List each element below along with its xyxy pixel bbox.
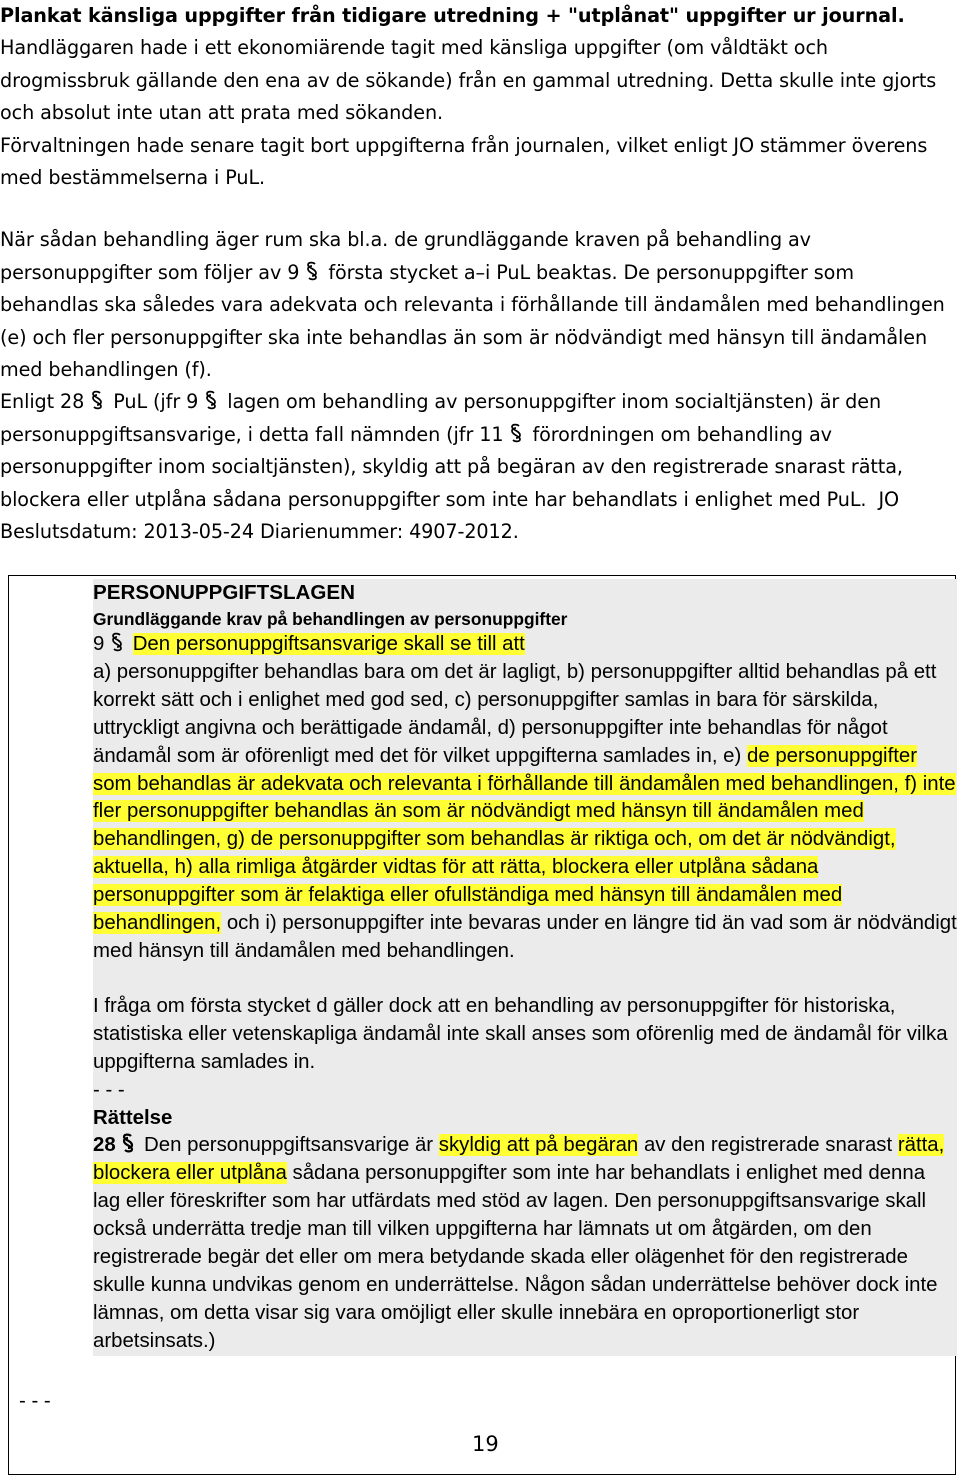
section-sign-icon bbox=[305, 257, 322, 289]
section-9-paragraph-2: I fråga om första stycket d gäller dock att en behandling av personuppgifter för historiska, statistiska eller vetenskapliga ändamål inte skall anses som oförenlig med de ändamål för vilka uppgifterna samlades in. bbox=[93, 994, 948, 1073]
section-28-body: 28 Den personuppgiftsansvarige är skyldig att på begäran av den registrerade snarast rätta, blockera eller utplåna sådana personuppgifter som inte har behandlats i enlighet med denna lag eller föreskrifter som har utfärdats med stöd av lagen. Den personuppgiftsansvarige skall också underrätta tredje man till vilken uppgifterna har lämnats ut om åtgärden, om den registrerade begär det eller om mera betydande skada eller olägenhet för den registrerade skulle kunna undvikas genom en underrättelse. Någon sådan underrättelse behöver dock inte lämnas, om detta visar sig vara omöjligt eller skulle innebära en oproportionerligt stor arbetsinsats.) bbox=[93, 1134, 945, 1352]
omission-dashes-left: - - - bbox=[19, 1390, 51, 1412]
highlighted-text: skyldig att på begäran bbox=[438, 1134, 639, 1157]
page-number: 19 bbox=[472, 1432, 499, 1456]
law-title: PERSONUPPGIFTSLAGEN bbox=[93, 581, 356, 604]
intro-text bbox=[0, 0, 958, 549]
omission-dashes: - - - bbox=[93, 1078, 125, 1101]
rattelse-heading: Rättelse bbox=[93, 1106, 173, 1129]
section-sign-icon bbox=[509, 419, 526, 451]
section-sign-icon bbox=[90, 386, 107, 418]
intro-paragraph-2: Förvaltningen hade senare tagit bort uppgifterna från journalen, vilket enligt JO stämmer överens med bestämmelserna i PuL. bbox=[0, 133, 928, 190]
law-excerpt-frame bbox=[8, 575, 956, 1475]
highlighted-text: Den personuppgiftsansvarige skall se till att bbox=[132, 633, 525, 655]
section-sign-icon bbox=[121, 1132, 138, 1160]
section-9-body: a) personuppgifter behandlas bara om det är lagligt, b) personuppgifter alltid behandlas på ett korrekt sätt och i enlighet med god sed, c) personuppgifter samlas in bara för särskilda, uttryckligt angivna och berättigade ändamål, d) personuppgifter inte behandlas för något ändamål som är oförenligt med det för vilket uppgifterna samlades in, e) de personuppgifter som behandlas är adekvata och relevanta i förhållande till ändamålen med behandlingen, f) inte fler personuppgifter behandlas än som är nödvändigt med hänsyn till ändamålen med behandlingen, g) de personuppgifter som behandlas är riktiga och, om det är nödvändigt, aktuella, h) alla rimliga åtgärder vidtas för att rätta, blockera eller utplåna sådana personuppgifter som är felaktiga eller ofullständiga med hänsyn till ändamålen med behandlingen, och i) personuppgifter inte bevaras under en längre tid än vad som är nödvändigt med hänsyn till ändamålen med behandlingen. bbox=[93, 660, 957, 962]
law-subtitle: Grundläggande krav på behandlingen av personuppgifter bbox=[93, 609, 568, 629]
highlighted-text: rätta, blockera eller utplåna bbox=[93, 1134, 945, 1185]
intro-heading: Plankat känsliga uppgifter från tidigare utredning + "utplånat" uppgifter ur journal. bbox=[0, 4, 905, 27]
intro-paragraph-3: När sådan behandling äger rum ska bl.a. de grundläggande kraven på behandling av personuppgifter som följer av 9 första stycket a–i PuL beaktas. De personuppgifter som behandlas ska således vara adekvata och relevanta i förhållande till ändamålen med behandlingen (e) och fler personuppgifter ska inte behandlas än som är nödvändigt med hänsyn till ändamålen med behandlingen (f). bbox=[0, 228, 945, 382]
section-9-lead: 9 Den personuppgiftsansvarige skall se till att bbox=[93, 631, 957, 659]
section-sign-icon bbox=[204, 386, 221, 418]
highlighted-text: de personuppgifter som behandlas är adekvata och relevanta i förhållande till ändamålen med behandlingen, f) inte fler personuppgifter behandlas än som är nödvändigt med hänsyn till ändamålen med behandlingen, g) de personuppgifter som behandlas är riktiga och, om det är nödvändigt, aktuella, h) alla rimliga åtgärder vidtas för att rätta, blockera eller utplåna sådana personuppgifter som är felaktiga eller ofullständiga med hänsyn till ändamålen med behandlingen, bbox=[93, 744, 956, 935]
intro-paragraph-1: Handläggaren hade i ett ekonomiärende tagit med känsliga uppgifter (om våldtäkt och drogmissbruk gällande den ena av de sökande) från en gammal utredning. Detta skulle inte gjorts och absolut inte utan att prata med sökanden. bbox=[0, 36, 937, 125]
law-excerpt bbox=[93, 579, 957, 1356]
section-sign-icon bbox=[110, 631, 127, 659]
intro-paragraph-4: Enligt 28 PuL (jfr 9 lagen om behandling av personuppgifter inom socialtjänsten) är den personuppgiftsansvarige, i detta fall nämnden (jfr 11 förordningen om behandling av personuppgifter inom socialtjänsten), skyldig att på begäran av den registrerade snarast rätta, blockera eller utplåna sådana personuppgifter som inte har behandlats i enlighet med PuL. JO Beslutsdatum: 2013-05-24 Diarienummer: 4907-2012. bbox=[0, 386, 958, 548]
